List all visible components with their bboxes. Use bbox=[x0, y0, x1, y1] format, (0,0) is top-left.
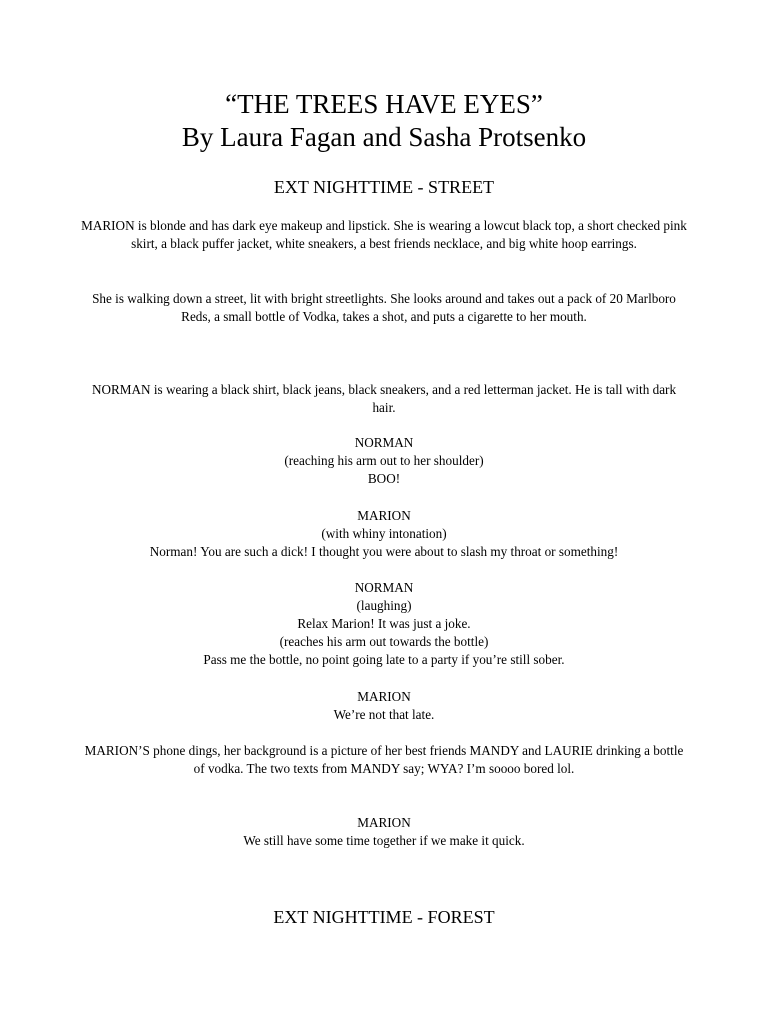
parenthetical: (reaches his arm out towards the bottle) bbox=[279, 634, 489, 649]
character-name: MARION bbox=[357, 815, 411, 830]
character-name: MARION bbox=[357, 689, 411, 704]
action-paragraph: MARION is blonde and has dark eye makeup and lipstick. She is wearing a lowcut black top, a short checked pink skirt, a black puffer jacket, white sneakers, a best friends necklace, and big white hoop earrings. bbox=[81, 218, 687, 251]
action-paragraph: MARION’S phone dings, her background is a picture of her best friends MANDY and LAURIE drinking a bottle of vodka. The two texts from MANDY say; WYA? I’m soooo bored lol. bbox=[84, 743, 684, 776]
parenthetical: (reaching his arm out to her shoulder) bbox=[284, 453, 484, 468]
script-authors: By Laura Fagan and Sasha Protsenko bbox=[181, 122, 587, 152]
dialogue-line: We’re not that late. bbox=[333, 707, 435, 722]
character-name: MARION bbox=[357, 508, 411, 523]
dialogue-line: We still have some time together if we make it quick. bbox=[243, 833, 525, 848]
action-paragraph: NORMAN is wearing a black shirt, black jeans, black sneakers, and a red letterman jacket. He is tall with dark hair. bbox=[91, 382, 677, 415]
parenthetical: (laughing) bbox=[356, 598, 412, 613]
action-paragraph: She is walking down a street, lit with bright streetlights. She looks around and takes out a pack of 20 Marlboro Reds, a small bottle of Vodka, takes a shot, and puts a cigarette to her mouth. bbox=[92, 291, 676, 324]
dialogue-line: Norman! You are such a dick! I thought you were about to slash my throat or something! bbox=[149, 544, 619, 559]
character-name: NORMAN bbox=[354, 435, 414, 450]
scene-heading: EXT NIGHTTIME - STREET bbox=[273, 177, 495, 197]
script-title: “THE TREES HAVE EYES” bbox=[225, 89, 543, 119]
parenthetical: (with whiny intonation) bbox=[321, 526, 447, 541]
character-name: NORMAN bbox=[354, 580, 414, 595]
dialogue-line: Relax Marion! It was just a joke. bbox=[297, 616, 471, 631]
dialogue-line: BOO! bbox=[367, 471, 401, 486]
scene-heading: EXT NIGHTTIME - FOREST bbox=[273, 907, 495, 927]
dialogue-line: Pass me the bottle, no point going late to a party if you’re still sober. bbox=[203, 652, 565, 667]
